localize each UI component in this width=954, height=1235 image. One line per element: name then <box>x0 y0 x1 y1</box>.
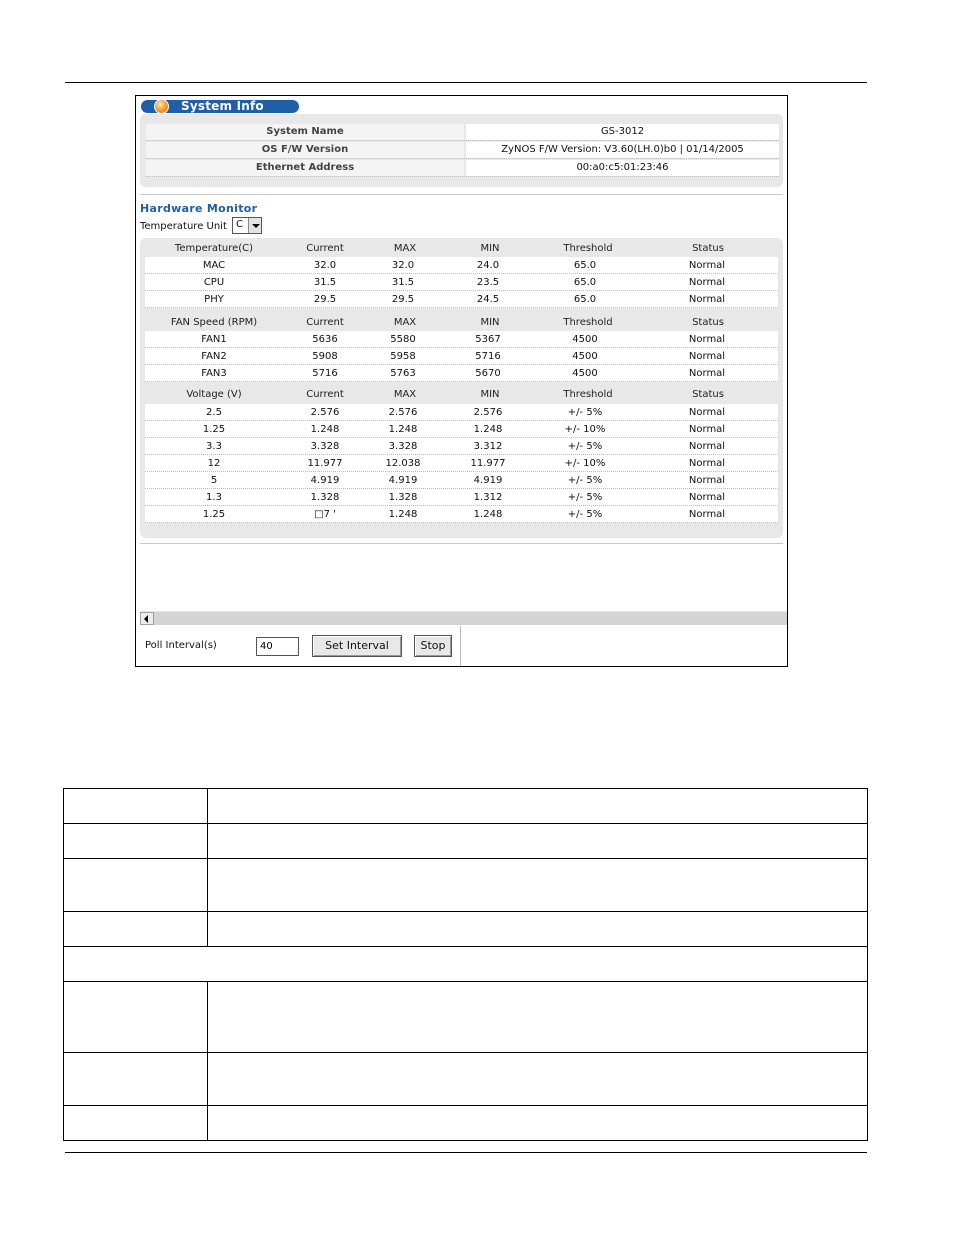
table-row <box>145 404 778 421</box>
cell: 3.3 <box>206 441 222 452</box>
cell: 11.977 <box>470 458 506 469</box>
table-row <box>145 421 778 438</box>
description-table <box>63 788 868 1141</box>
cell: 5716 <box>312 368 338 379</box>
cell: 1.312 <box>473 492 503 503</box>
system-info-window <box>135 95 788 667</box>
cell: Normal <box>688 475 726 486</box>
hardware-monitor-title: Hardware Monitor <box>140 202 258 215</box>
temperature-unit-select[interactable] <box>232 217 262 234</box>
column-header: Temperature(C) <box>174 243 254 254</box>
cell: Normal <box>688 407 726 418</box>
temperature-unit-value: C <box>236 219 243 230</box>
column-header: MIN <box>480 317 500 328</box>
cell: 5670 <box>475 368 501 379</box>
cell: 4.919 <box>310 475 340 486</box>
poll-interval-label: Poll Interval(s) <box>145 640 217 651</box>
cell: 31.5 <box>313 277 337 288</box>
fan-header-row <box>140 314 783 331</box>
cell: 32.0 <box>313 260 337 271</box>
cell: Normal <box>688 260 726 271</box>
table-row <box>145 291 778 308</box>
column-header: Current <box>306 317 344 328</box>
info-label: OS F/W Version <box>146 142 464 158</box>
cell <box>64 789 208 824</box>
cell <box>64 1106 208 1141</box>
info-row-ethernet-address <box>146 160 779 177</box>
cell: 65.0 <box>573 277 597 288</box>
cell: 5958 <box>390 351 416 362</box>
cell: 5763 <box>390 368 416 379</box>
cell: 65.0 <box>573 260 597 271</box>
column-header: FAN Speed (RPM) <box>170 317 258 328</box>
cell: □7 ' <box>314 509 336 520</box>
cell: 12 <box>207 458 221 469</box>
cell <box>64 824 208 859</box>
cell: +/- 5% <box>567 509 603 520</box>
cell: 65.0 <box>573 294 597 305</box>
table-row <box>145 438 778 455</box>
column-header: Voltage (V) <box>186 389 242 400</box>
cell <box>64 982 208 1053</box>
info-label: System Name <box>146 124 464 140</box>
info-value: 00:a0:c5:01:23:46 <box>466 160 779 176</box>
table-row <box>145 455 778 472</box>
cell: Normal <box>688 351 726 362</box>
cell: +/- 5% <box>567 475 603 486</box>
cell: 1.25 <box>202 509 226 520</box>
page-footer-rule <box>65 1152 867 1153</box>
column-header: MAX <box>393 389 417 400</box>
cell: +/- 5% <box>567 407 603 418</box>
cell: 4.919 <box>473 475 503 486</box>
cell: 11.977 <box>307 458 343 469</box>
cell: 5580 <box>390 334 416 345</box>
section-divider <box>140 543 783 544</box>
cell <box>208 789 868 824</box>
cell: 1.248 <box>388 509 418 520</box>
system-info-panel <box>140 114 783 187</box>
info-label: Ethernet Address <box>146 160 464 176</box>
cell <box>64 859 208 912</box>
cell: 23.5 <box>476 277 500 288</box>
cell: Normal <box>688 277 726 288</box>
cell: 1.248 <box>473 509 503 520</box>
cell: 1.248 <box>310 424 340 435</box>
page-header-rule <box>65 82 867 83</box>
cell: 1.25 <box>202 424 226 435</box>
column-header: Status <box>692 389 724 400</box>
table-row <box>145 489 778 506</box>
cell: Normal <box>688 509 726 520</box>
cell: 2.576 <box>473 407 503 418</box>
info-row-firmware <box>146 142 779 159</box>
cell: 5636 <box>312 334 338 345</box>
cell: 1.248 <box>473 424 503 435</box>
cell: 29.5 <box>313 294 337 305</box>
cell: 4500 <box>572 368 598 379</box>
set-interval-button[interactable]: Set Interval <box>312 635 402 657</box>
cell: 3.328 <box>388 441 418 452</box>
column-header: MIN <box>480 243 500 254</box>
cell: 5716 <box>475 351 501 362</box>
cell: +/- 10% <box>564 424 606 435</box>
cell <box>64 947 868 982</box>
table-row <box>64 789 868 824</box>
cell: PHY <box>204 294 224 305</box>
table-row <box>145 472 778 489</box>
column-header: Current <box>306 243 344 254</box>
table-row <box>64 824 868 859</box>
cell <box>208 824 868 859</box>
table-row <box>145 348 778 365</box>
section-divider <box>140 194 783 195</box>
cell: +/- 10% <box>564 458 606 469</box>
cell: 5908 <box>312 351 338 362</box>
cell: 1.248 <box>388 424 418 435</box>
system-info-title: System Info <box>181 99 264 113</box>
cell: Normal <box>688 334 726 345</box>
cell <box>208 1053 868 1106</box>
column-header: Threshold <box>563 317 613 328</box>
cell: CPU <box>203 277 225 288</box>
table-row <box>145 331 778 348</box>
table-row <box>145 365 778 382</box>
cell: 32.0 <box>391 260 415 271</box>
info-value: GS-3012 <box>466 124 779 140</box>
cell: +/- 5% <box>567 441 603 452</box>
cell: FAN3 <box>201 368 227 379</box>
cell <box>208 859 868 912</box>
cell: 2.5 <box>206 407 222 418</box>
cell: 2.576 <box>388 407 418 418</box>
stop-button[interactable]: Stop <box>414 635 452 657</box>
cell: 24.0 <box>476 260 500 271</box>
cell <box>64 1053 208 1106</box>
info-value: ZyNOS F/W Version: V3.60(LH.0)b0 | 01/14/2005 <box>466 142 779 158</box>
cell: 12.038 <box>385 458 421 469</box>
cell: Normal <box>688 368 726 379</box>
cell: 1.328 <box>388 492 418 503</box>
cell: 5 <box>210 475 218 486</box>
cell: Normal <box>688 294 726 305</box>
cell: 24.5 <box>476 294 500 305</box>
column-header: Threshold <box>563 243 613 254</box>
cell <box>208 912 868 947</box>
cell: 3.328 <box>310 441 340 452</box>
column-header: Current <box>306 389 344 400</box>
chevron-down-icon[interactable] <box>248 218 261 233</box>
table-row <box>64 947 868 982</box>
cell: FAN1 <box>201 334 227 345</box>
cell <box>64 912 208 947</box>
cell: 29.5 <box>391 294 415 305</box>
cell: Normal <box>688 458 726 469</box>
cell: 31.5 <box>391 277 415 288</box>
cell: Normal <box>688 424 726 435</box>
table-row <box>64 1106 868 1141</box>
poll-interval-input[interactable] <box>256 637 299 656</box>
cell: 2.576 <box>310 407 340 418</box>
cell: Normal <box>688 441 726 452</box>
column-header: Status <box>692 243 724 254</box>
table-row <box>64 1053 868 1106</box>
cell: MAC <box>202 260 226 271</box>
column-header: MAX <box>393 243 417 254</box>
cell: 3.312 <box>473 441 503 452</box>
hardware-monitor-panel <box>140 238 783 538</box>
voltage-header-row <box>140 386 783 403</box>
cell: 4.919 <box>388 475 418 486</box>
orb-icon <box>154 99 169 114</box>
table-row <box>64 859 868 912</box>
cell: 1.3 <box>206 492 222 503</box>
cell: 1.328 <box>310 492 340 503</box>
scroll-left-icon[interactable] <box>140 612 154 625</box>
table-row <box>145 506 778 523</box>
column-header: Threshold <box>563 389 613 400</box>
cell: 5367 <box>475 334 501 345</box>
system-info-title-bar <box>141 100 299 113</box>
table-row <box>64 912 868 947</box>
table-row <box>145 274 778 291</box>
cell <box>208 1106 868 1141</box>
temperature-unit-label: Temperature Unit <box>140 221 227 232</box>
temperature-header-row <box>140 240 783 257</box>
cell: 4500 <box>572 334 598 345</box>
poll-interval-bar <box>136 626 461 667</box>
cell: Normal <box>688 492 726 503</box>
table-row <box>145 257 778 274</box>
column-header: Status <box>692 317 724 328</box>
column-header: MAX <box>393 317 417 328</box>
info-row-system-name <box>146 124 779 141</box>
column-header: MIN <box>480 389 500 400</box>
cell: FAN2 <box>201 351 227 362</box>
horizontal-scrollbar[interactable] <box>140 611 788 625</box>
cell: +/- 5% <box>567 492 603 503</box>
cell <box>208 982 868 1053</box>
table-row <box>64 982 868 1053</box>
cell: 4500 <box>572 351 598 362</box>
